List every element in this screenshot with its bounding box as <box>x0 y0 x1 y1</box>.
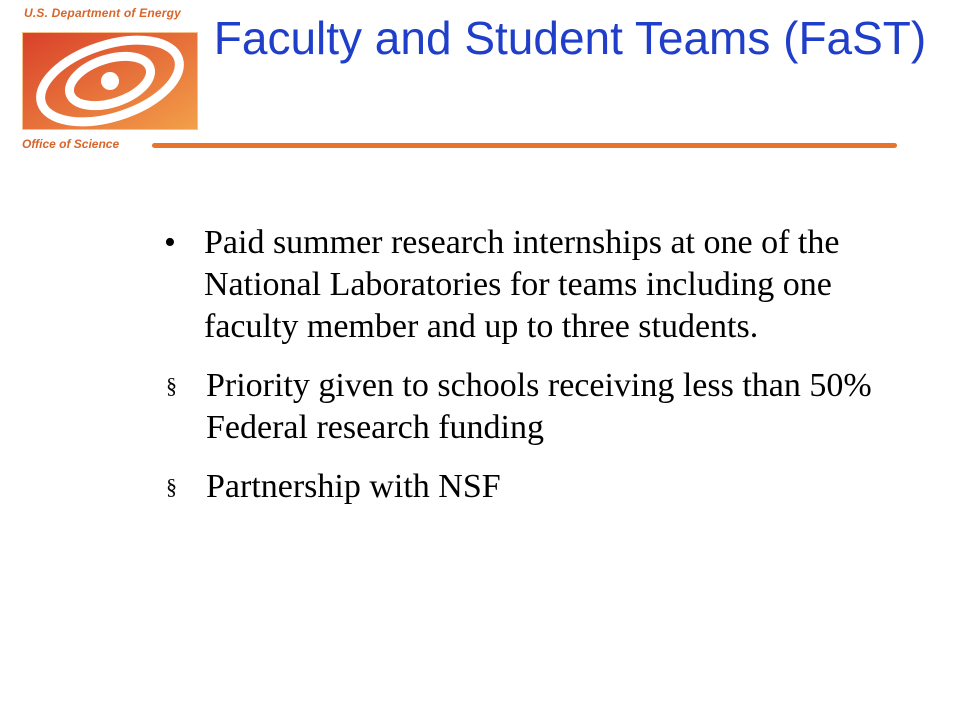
org-name-top: U.S. Department of Energy <box>24 6 182 20</box>
bullet-text: Priority given to schools receiving less than 50% Federal research funding <box>206 367 872 446</box>
doe-logo-icon <box>22 32 198 130</box>
bullet-square-icon: § <box>166 373 177 398</box>
bullet-item <box>160 365 880 449</box>
bullet-dot-icon: • <box>164 224 176 261</box>
bullet-list <box>160 222 880 525</box>
slide-title: Faculty and Student Teams (FaST) <box>213 12 927 64</box>
bullet-item <box>160 466 880 508</box>
bullet-text: Paid summer research internships at one of the National Laboratories for teams including one faculty member and up to three students. <box>204 224 840 345</box>
org-name-bottom: Office of Science <box>22 137 120 151</box>
bullet-item <box>160 222 880 348</box>
bullet-text: Partnership with NSF <box>206 468 501 505</box>
header-divider <box>152 143 897 148</box>
bullet-square-icon: § <box>166 474 177 499</box>
